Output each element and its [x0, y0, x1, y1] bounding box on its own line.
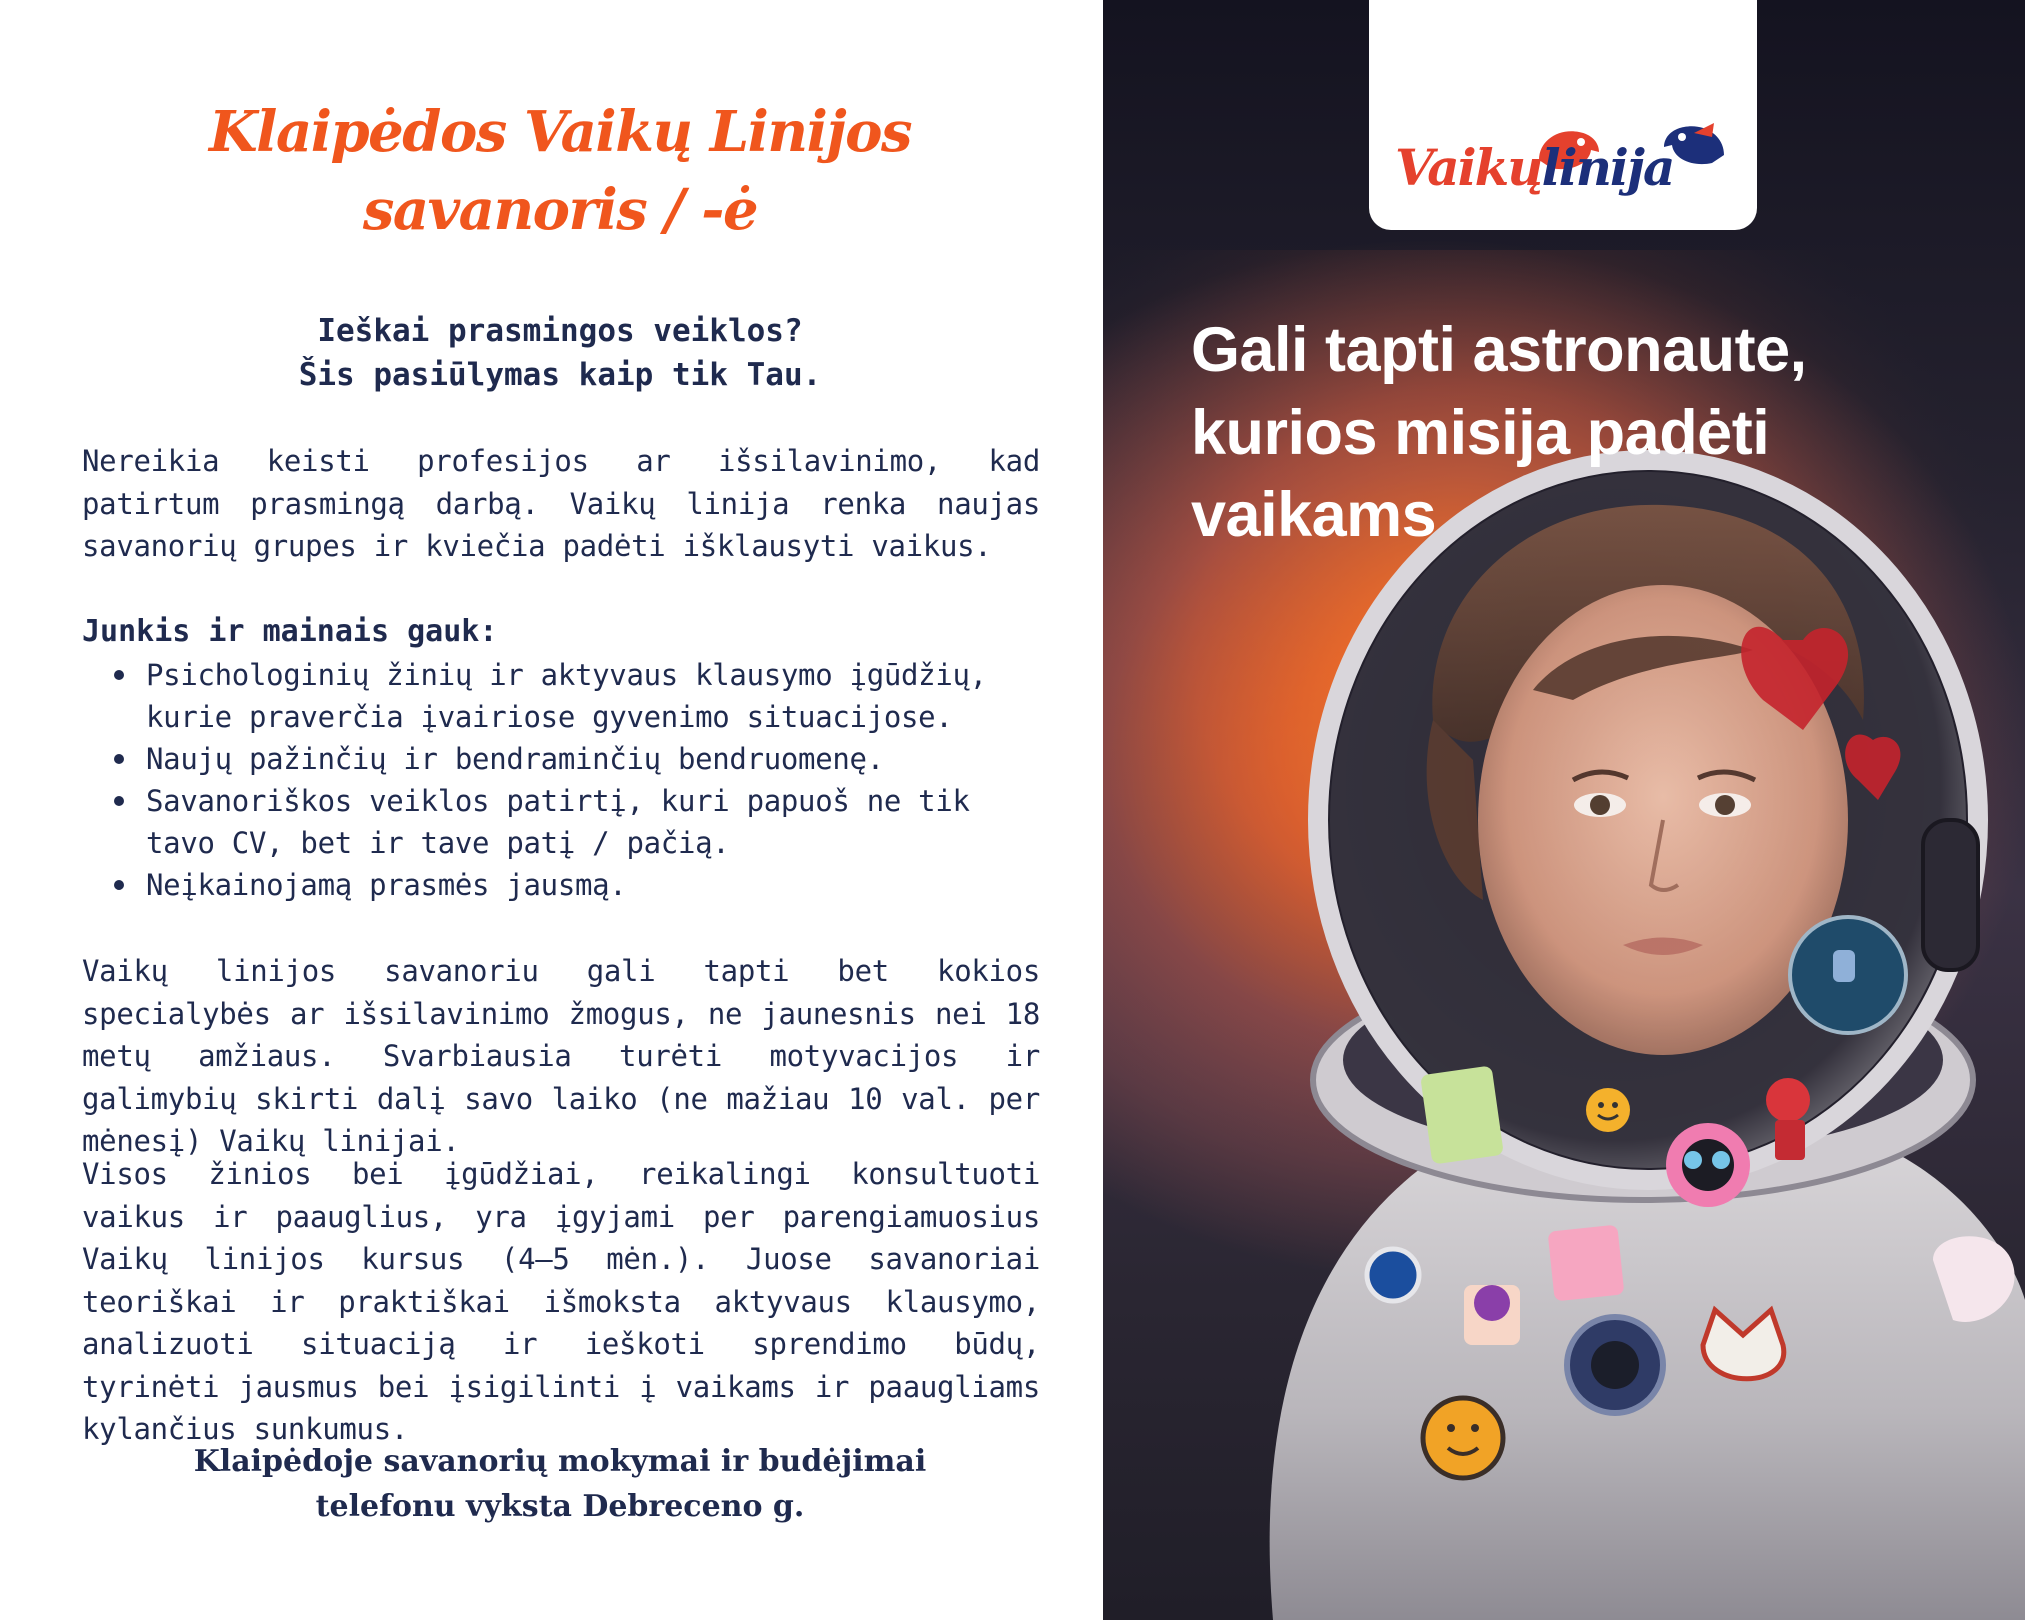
bullet-icon	[114, 670, 124, 680]
photo-panel	[1103, 0, 2025, 1620]
paragraph-training: Visos žinios bei įgūdžiai, reikalingi konsultuoti vaikus ir paauglius, yra įgyjami per parengiamuosius Vaikų linijos kursus (4–5 mėn.). Juose savanoriai teoriškai ir praktiškai išmoksta aktyvaus klausymo, analizuoti situaciją ir ieškoti sprendimo būdų, tyrinėti jausmus bei įsigilinti į vaikams ir paaugliams kylančius sunkumus.	[82, 1157, 1040, 1446]
paragraph-requirements: Vaikų linijos savanoriu gali tapti bet kokios specialybės ar išsilavinimo žmogus, ne jaunesnis nei 18 metų amžiaus. Svarbiausia turėti motyvacijos ir galimybių skirti dalį savo laiko (ne mažiau 10 val. per mėnesį) Vaikų linijai.	[82, 954, 1040, 1158]
bullet-icon	[114, 880, 124, 890]
headline-line-2: kurios misija padėti	[1191, 398, 1770, 468]
bullet-icon	[114, 754, 124, 764]
logo-card	[1369, 0, 1757, 230]
page-title: Klaipėdos Vaikų Linijos	[209, 99, 911, 165]
astronaut-photo	[1103, 0, 2025, 1620]
logo-wordmark: Vaikųlinija	[1395, 138, 1674, 197]
list-item: Neįkainojamą prasmės jausmą.	[82, 864, 1042, 906]
benefits-heading: Junkis ir mainais gauk:	[82, 614, 498, 649]
bullet-icon	[114, 796, 124, 806]
closing-line-1: Klaipėdoje savanorių mokymai ir budėjimai	[193, 1444, 927, 1479]
list-item: Psichologinių žinių ir aktyvaus klausymo įgūdžių, kurie praverčia įvairiose gyvenimo situacijose.	[82, 654, 1042, 738]
intro-question: Ieškai prasmingos veiklos?	[317, 313, 803, 349]
benefits-list	[82, 654, 1042, 906]
list-item: Naujų pažinčių ir bendraminčių bendruomenę.	[82, 738, 1042, 780]
headline-line-3: vaikams	[1191, 480, 1437, 550]
paragraph-intro: Nereikia keisti profesijos ar išsilavinimo, kad patirtum prasmingą darbą. Vaikų linija renka naujas savanorių grupes ir kviečia padėti išklausyti vaikus.	[82, 444, 1040, 563]
page-subtitle: savanoris / -ė	[362, 177, 758, 243]
headline-line-1: Gali tapti astronaute,	[1191, 315, 1807, 385]
list-item: Savanoriškos veiklos patirtį, kuri papuoš ne tik tavo CV, bet ir tave patį / pačią.	[82, 780, 1042, 864]
closing-line-2: telefonu vyksta Debreceno g.	[315, 1489, 805, 1524]
intro-answer: Šis pasiūlymas kaip tik Tau.	[298, 357, 822, 393]
